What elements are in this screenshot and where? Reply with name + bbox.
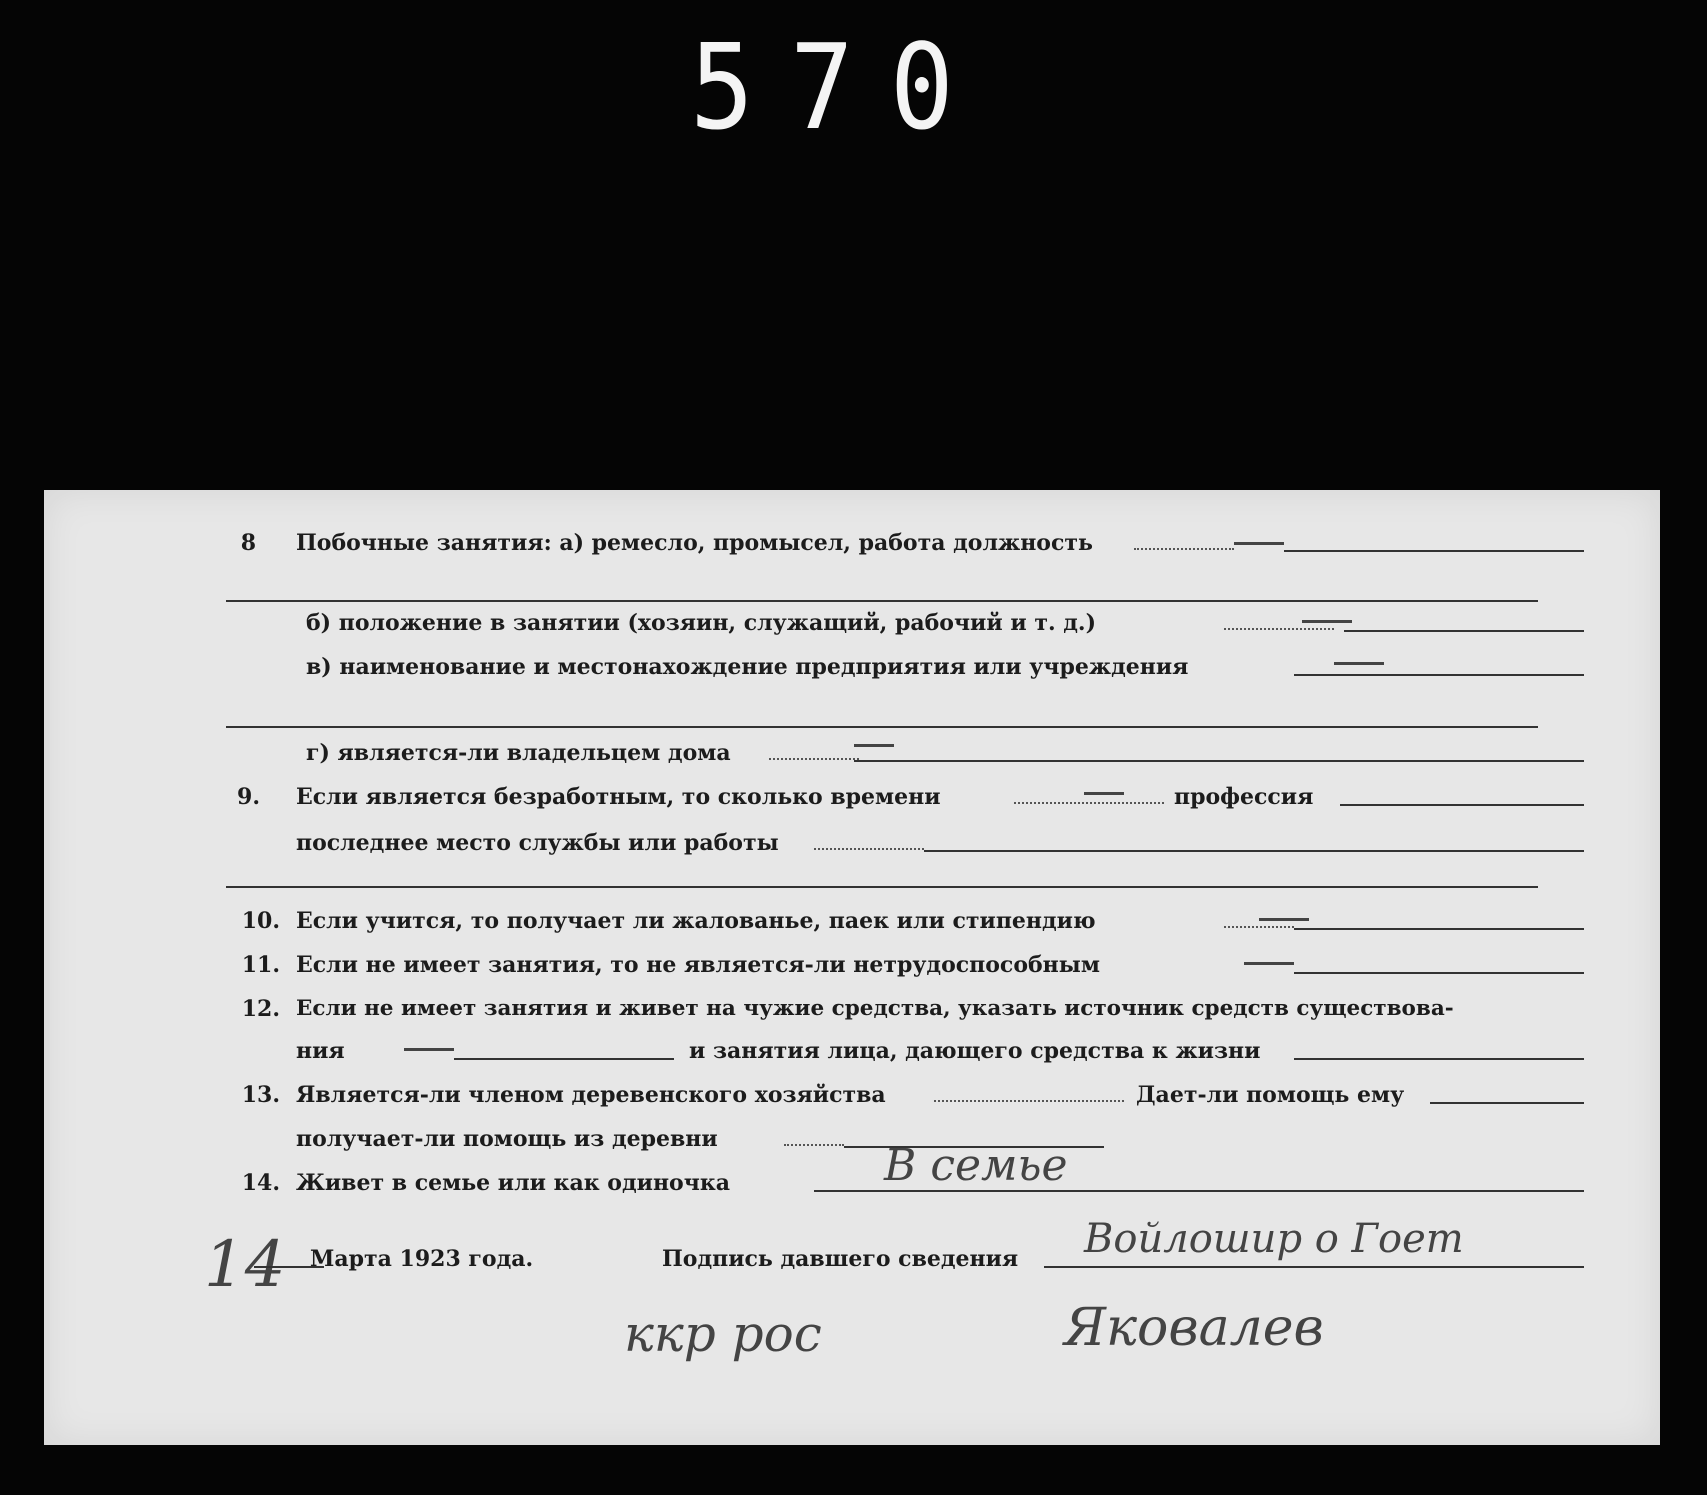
fill-dots [769,758,859,760]
fill-line [1294,1058,1584,1060]
blank-line [226,726,1538,728]
fill-line [1430,1102,1584,1104]
fill-dots [1224,628,1334,630]
field-label: в) наименование и местонахождение предприятия или учреждения [306,654,1189,680]
row-13a [44,1078,1660,1112]
answer-dash [1334,662,1384,665]
answer-dash [854,744,894,747]
answer-dash [1084,792,1124,795]
field-label: г) является-ли владельцем дома [306,740,731,766]
answer-dash [404,1048,454,1051]
row-8d [44,736,1660,770]
field-label: Живет в семье или как одиночка [296,1170,730,1196]
fill-line [1340,804,1584,806]
row-8a [44,526,1660,560]
fill-line [854,760,1584,762]
item-number: 12. [241,996,280,1022]
row-14 [44,1140,1660,1200]
fill-line [1044,1266,1584,1268]
field-label: профессия [1174,784,1314,810]
row-9a [44,780,1660,814]
answer-dash [1259,918,1309,921]
handwritten-note: ккр рос [624,1305,822,1363]
field-label: Побочные занятия: а) ремесло, промысел, работа должность [296,530,1093,556]
handwritten-answer: В семье [884,1140,1068,1191]
field-label: последнее место службы или работы [296,830,779,856]
fill-dots [784,1144,844,1146]
footer-row [44,1216,1660,1302]
row-9b [44,826,1660,860]
row-11 [44,948,1660,982]
answer-dash [1244,962,1294,965]
row-13b [44,1122,1660,1156]
field-label: Если учится, то получает ли жалованье, паек или стипендию [296,908,1096,934]
field-label: Является-ли членом деревенского хозяйства [296,1082,886,1108]
row-12b [44,1034,1660,1068]
item-number: 10. [241,908,280,934]
row-10 [44,904,1660,938]
handwritten-name: Яковалев [1064,1298,1324,1358]
fill-dots [934,1100,1124,1102]
fill-line [924,850,1584,852]
handwritten-day: 14 [204,1228,286,1302]
handwritten-signature: Войлошир о Гоет [1084,1216,1464,1262]
row-8b [44,606,1660,640]
item-number: 11. [241,952,280,978]
item-number: 9. [237,784,260,810]
fill-line [1294,928,1584,930]
date-label: Марта 1923 года. [310,1246,534,1272]
row-12a [44,992,1660,1026]
frame-number: 570 [690,18,990,156]
row-8c [44,650,1660,684]
field-label: б) положение в занятии (хозяин, служащий, рабочий и т. д.) [306,610,1097,636]
item-number: 13. [241,1082,280,1108]
fill-dots [1134,548,1234,550]
field-label: Если является безработным, то сколько времени [296,784,941,810]
field-label: Если не имеет занятия, то не является-ли нетрудоспособным [296,952,1100,978]
fill-line [1294,972,1584,974]
census-card [44,490,1660,1445]
field-label: ния [296,1038,345,1064]
blank-line [226,886,1538,888]
item-number: 8 [240,530,256,556]
field-label: Если не имеет занятия и живет на чужие средства, указать источник средств существова- [296,996,1454,1021]
field-label: получает-ли помощь из деревни [296,1126,718,1152]
item-number: 14. [241,1170,280,1196]
fill-line [1294,674,1584,676]
field-label: Дает-ли помощь ему [1136,1082,1405,1108]
fill-line [1284,550,1584,552]
answer-dash [1234,542,1284,545]
fill-dots [1224,926,1294,928]
fill-line [454,1058,674,1060]
blank-line [226,600,1538,602]
fill-line [1344,630,1584,632]
fill-dots [1014,802,1164,804]
fill-dots [814,848,924,850]
field-label: и занятия лица, дающего средства к жизни [689,1038,1261,1064]
answer-dash [1302,620,1352,623]
signature-label: Подпись давшего сведения [662,1246,1019,1272]
